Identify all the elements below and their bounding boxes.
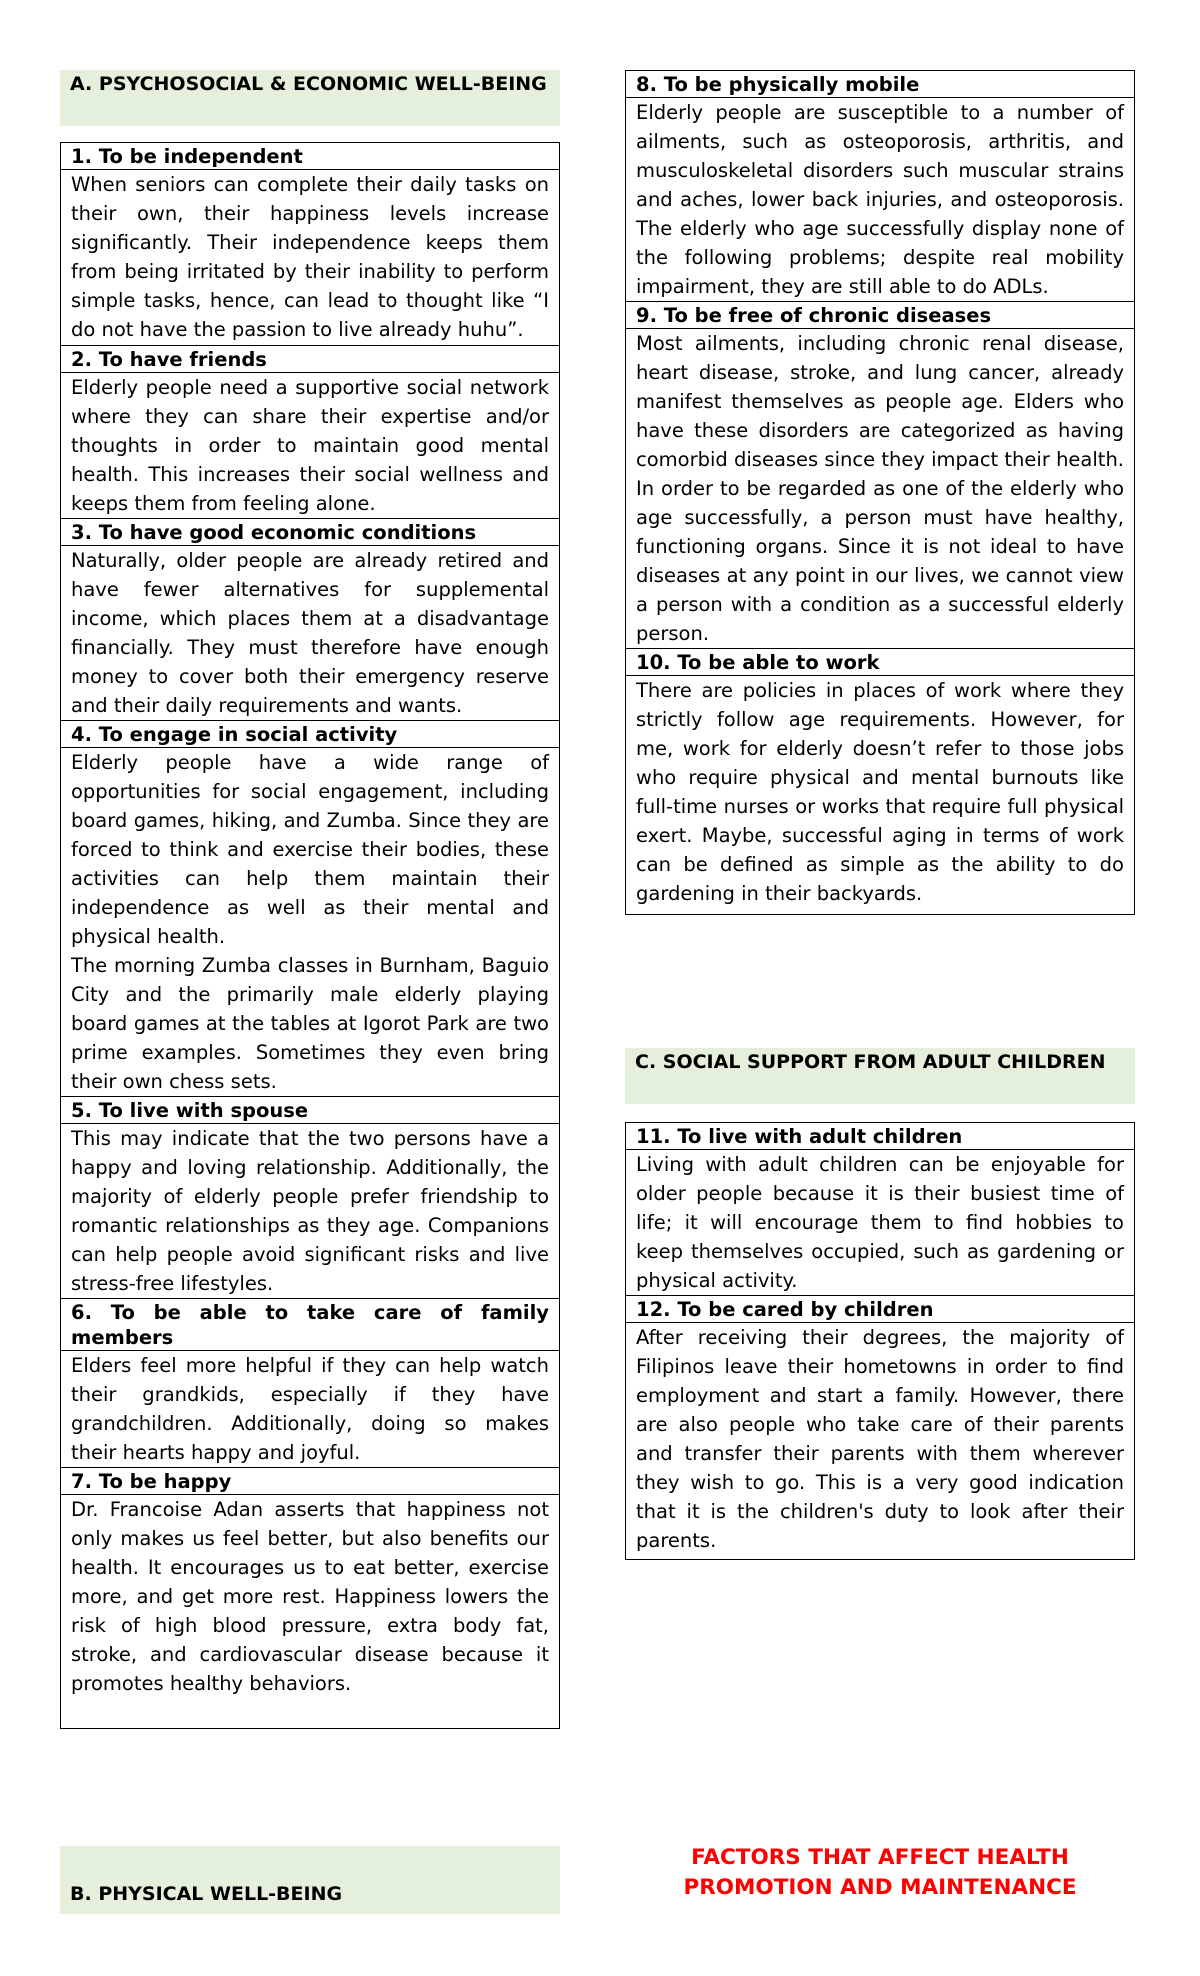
item-title: 11. To live with adult children (626, 1123, 1134, 1150)
item-title: 4. To engage in social activity (61, 721, 559, 748)
item-text: Elderly people are susceptible to a number of ailments, such as osteoporosis, arthritis, and musculoskeletal disorders such muscular strains and aches, lower back injuries, and osteoporosis. The elderly who age successfully display none of the following problems; despite real mobility impairment, they are still able to do ADLs. (636, 101, 1124, 298)
table-row (61, 1299, 559, 1468)
left-table (60, 142, 560, 1729)
item-text: Most ailments, including chronic renal disease, heart disease, stroke, and lung cancer, already manifest themselves as people age. Elders who have these disorders are categorized as having comorbid diseases since they impact their health. In order to be regarded as one of the elderly who age successfully, a person must have healthy, functioning organs. Since it is not ideal to have diseases at any point in our lives, we cannot view a person with a condition as a successful elderly person. (636, 332, 1124, 645)
item-title: 10. To be able to work (626, 649, 1134, 676)
item-body (61, 1124, 559, 1299)
page-title-line-1: FACTORS THAT AFFECT HEALTH (691, 1845, 1069, 1870)
item-title: 12. To be cared by children (626, 1296, 1134, 1323)
item-text: Elderly people have a wide range of opportunities for social engagement, including board games, hiking, and Zumba. Since they are forced to think and exercise their bodies, these activities can help them maintain their independence as well as their mental and physical health. (71, 751, 549, 948)
table-row (61, 1468, 559, 1728)
item-title: 7. To be happy (61, 1468, 559, 1495)
table-row (61, 346, 559, 519)
table-row (626, 71, 1134, 302)
section-b-heading (60, 1846, 560, 1914)
item-body (61, 170, 559, 346)
physical-table (625, 70, 1135, 915)
item-body (61, 1351, 559, 1468)
item-body (61, 546, 559, 721)
page-title-line-2: PROMOTION AND MAINTENANCE (683, 1875, 1077, 1900)
item-text: Dr. Francoise Adan asserts that happiness not only makes us feel better, but also benefits our health. It encourages us to eat better, exercise more, and get more rest. Happiness lowers the risk of high blood pressure, extra body fat, stroke, and cardiovascular disease because it promotes healthy behaviors. (71, 1498, 549, 1695)
item-title: 9. To be free of chronic diseases (626, 302, 1134, 329)
table-row (626, 649, 1134, 914)
table-row (626, 1296, 1134, 1559)
item-text: After receiving their degrees, the majority of Filipinos leave their hometowns in order to find employment and start a family. However, there are also people who take care of their parents and transfer their parents with them wherever they wish to go. This is a very good indication that it is the children's duty to look after their parents. (636, 1326, 1124, 1552)
table-row (61, 143, 559, 346)
item-text: Elders feel more helpful if they can help watch their grandkids, especially if they have grandchildren. Additionally, doing so makes their hearts happy and joyful. (71, 1354, 549, 1464)
table-row (626, 302, 1134, 649)
item-title: 1. To be independent (61, 143, 559, 170)
item-title: 2. To have friends (61, 346, 559, 373)
item-text: The morning Zumba classes in Burnham, Baguio City and the primarily male elderly playing board games at the tables at Igorot Park are two prime examples. Sometimes they even bring their own chess sets. (71, 954, 549, 1093)
item-text: When seniors can complete their daily tasks on their own, their happiness levels increase significantly. Their independence keeps them from being irritated by their inability to perform simple tasks, hence, can lead to thought like “I do not have the passion to live already huhu”. (71, 173, 549, 341)
table-row (626, 1123, 1134, 1296)
section-b-heading-text: B. PHYSICAL WELL-BEING (70, 1883, 343, 1905)
table-row (61, 721, 559, 1097)
item-body (626, 1150, 1134, 1296)
item-body (626, 1323, 1134, 1559)
item-title: 6. To be able to take care of family members (61, 1299, 559, 1351)
social-table (625, 1122, 1135, 1560)
item-text: Naturally, older people are already retired and have fewer alternatives for supplemental income, which places them at a disadvantage financially. They must therefore have enough money to cover both their emergency reserve and their daily requirements and wants. (71, 549, 549, 717)
section-a-heading: A. PSYCHOSOCIAL & ECONOMIC WELL-BEING (60, 70, 560, 126)
item-body (626, 98, 1134, 302)
item-body (61, 748, 559, 1097)
table-row (61, 1097, 559, 1299)
item-body (626, 329, 1134, 649)
item-body (626, 676, 1134, 914)
item-title: 8. To be physically mobile (626, 71, 1134, 98)
item-body (61, 1495, 559, 1728)
page-title (625, 1843, 1135, 1903)
item-text: Living with adult children can be enjoyable for older people because it is their busiest time of life; it will encourage them to find hobbies to keep themselves occupied, such as gardening or physical activity. (636, 1153, 1124, 1292)
section-c-heading: C. SOCIAL SUPPORT FROM ADULT CHILDREN (625, 1048, 1135, 1104)
item-text: Elderly people need a supportive social network where they can share their expertise and/or thoughts in order to maintain good mental health. This increases their social wellness and keeps them from feeling alone. (71, 376, 549, 515)
item-body (61, 373, 559, 519)
table-row (61, 519, 559, 721)
item-title: 5. To live with spouse (61, 1097, 559, 1124)
item-title: 3. To have good economic conditions (61, 519, 559, 546)
item-text: There are policies in places of work where they strictly follow age requirements. However, for me, work for elderly doesn’t refer to those jobs who require physical and mental burnouts like full-time nurses or works that require full physical exert. Maybe, successful aging in terms of work can be defined as simple as the ability to do gardening in their backyards. (636, 679, 1124, 905)
item-text: This may indicate that the two persons have a happy and loving relationship. Additionally, the majority of elderly people prefer friendship to romantic relationships as they age. Companions can help people avoid significant risks and live stress-free lifestyles. (71, 1127, 549, 1295)
